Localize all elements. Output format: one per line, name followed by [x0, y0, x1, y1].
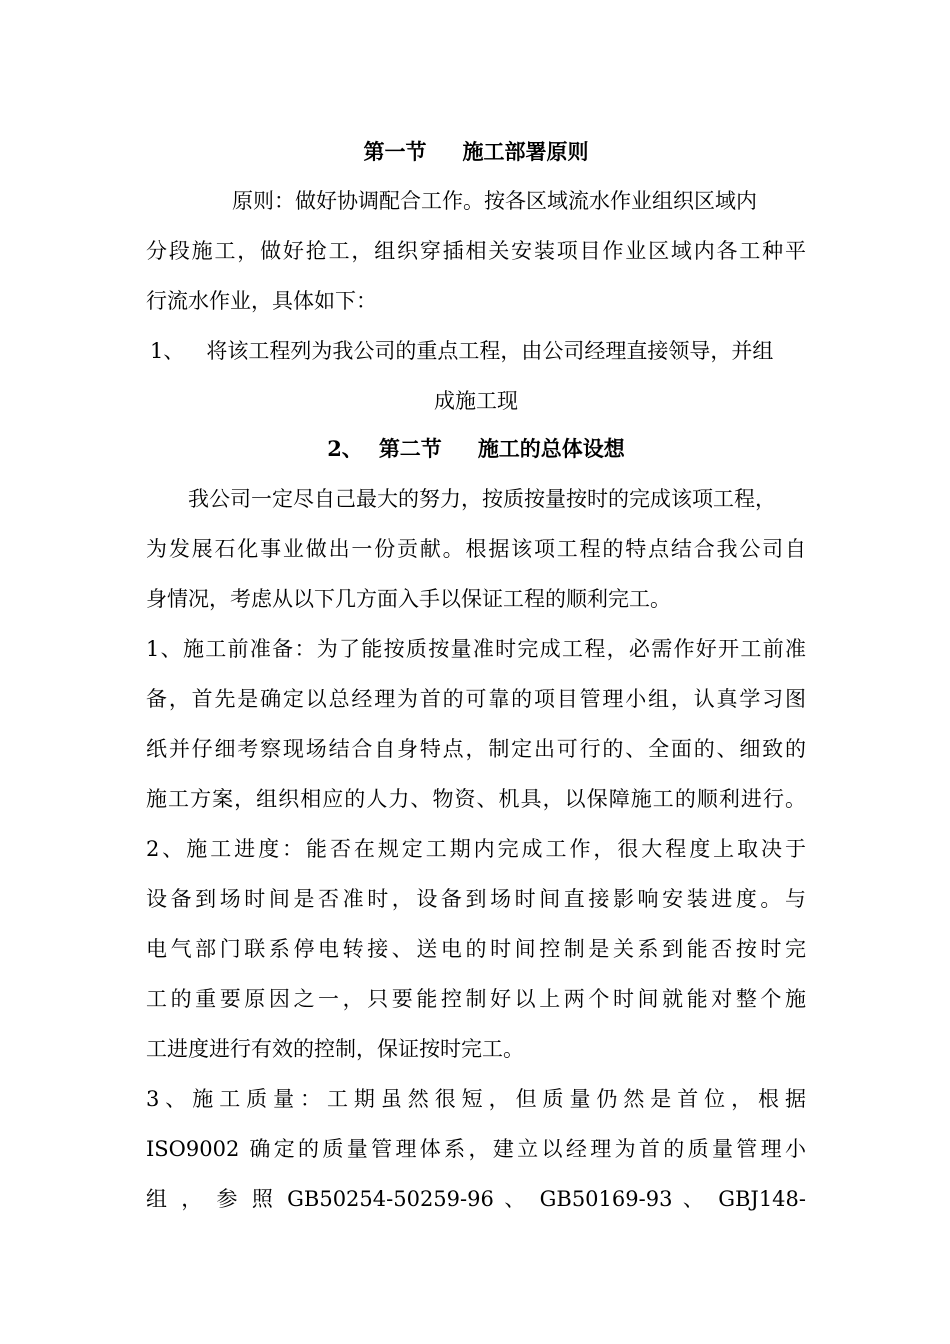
paragraph-line: 工的重要原因之一，只要能控制好以上两个时间就能对整个施 — [146, 987, 806, 1011]
paragraph-line: 2、施工进度：能否在规定工期内完成工作，很大程度上取决于 — [146, 837, 806, 861]
section-heading-2-number: 第二节 — [378, 436, 442, 461]
section-heading-1 — [146, 137, 806, 167]
paragraph-line: 身情况，考虑从以下几方面入手以保证工程的顺利完工。 — [146, 587, 671, 611]
list-item-1 — [150, 336, 806, 366]
paragraph-line: 3、施工质量：工期虽然很短，但质量仍然是首位，根据 — [146, 1087, 806, 1111]
paragraph-line: 设备到场时间是否准时，设备到场时间直接影响安装进度。与 — [146, 887, 806, 911]
paragraph-line: 行流水作业，具体如下： — [146, 289, 377, 313]
paragraph-line: 工进度进行有效的控制，保证按时完工。 — [146, 1037, 524, 1061]
paragraph-line: 原则：做好协调配合工作。按各区域流水作业组织区域内 — [232, 189, 757, 213]
paragraph-line: 分段施工，做好抢工，组织穿插相关安装项目作业区域内各工种平 — [146, 239, 806, 263]
paragraph-line: 我公司一定尽自己最大的努力，按质按量按时的完成该项工程， — [188, 487, 776, 511]
paragraph-line: ISO9002 确定的质量管理体系，建立以经理为首的质量管理小 — [146, 1137, 806, 1161]
section-heading-1-title: 施工部署原则 — [462, 139, 589, 164]
section-heading-2-title: 施工的总体设想 — [477, 436, 625, 461]
list-item-1-number: 1、 — [150, 339, 185, 363]
paragraph-line: 纸并仔细考察现场结合自身特点，制定出可行的、全面的、细致的 — [146, 737, 806, 761]
paragraph-line: 为发展石化事业做出一份贡献。根据该项工程的特点结合我公司自 — [146, 537, 806, 561]
section-heading-2 — [146, 434, 806, 464]
section-heading-2-list-number: 2、 — [327, 436, 363, 461]
paragraph-line: 电气部门联系停电转接、送电的时间控制是关系到能否按时完 — [146, 937, 806, 961]
paragraph-line: 备，首先是确定以总经理为首的可靠的项目管理小组，认真学习图 — [146, 687, 806, 711]
paragraph-line: 组 ， 参 照 GB50254-50259-96 、 GB50169-93 、 GBJ148- — [146, 1187, 806, 1211]
paragraph-line: 1、施工前准备：为了能按质按量准时完成工程，必需作好开工前准 — [146, 637, 806, 661]
list-item-1-text: 将该工程列为我公司的重点工程，由公司经理直接领导，并组 — [206, 339, 774, 363]
section-heading-1-number: 第一节 — [363, 139, 427, 164]
paragraph-line: 施工方案，组织相应的人力、物资、机具，以保障施工的顺利进行。 — [146, 787, 806, 811]
list-item-1-continuation: 成施工现 — [434, 389, 518, 413]
